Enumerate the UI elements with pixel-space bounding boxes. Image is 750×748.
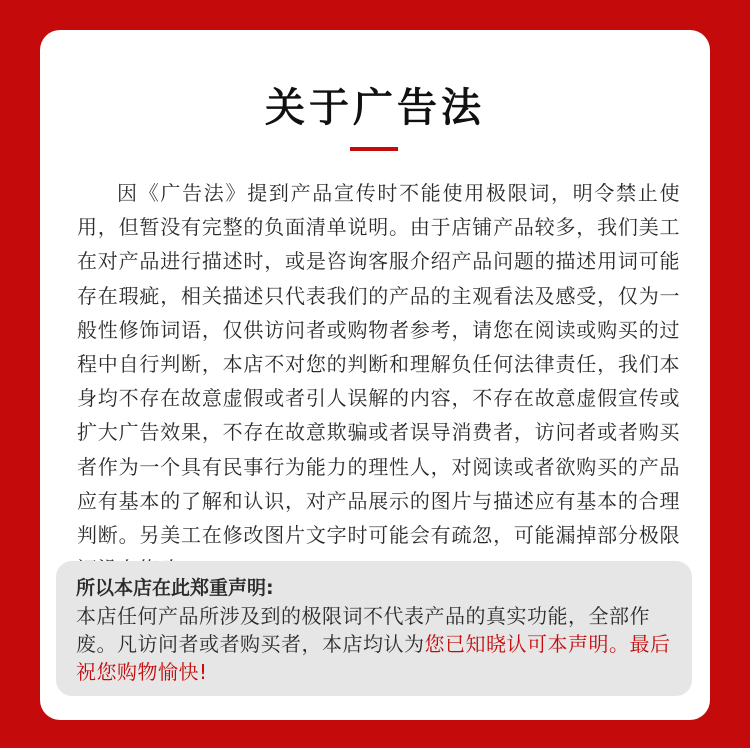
notice-card bbox=[40, 30, 710, 720]
declaration-box bbox=[56, 561, 692, 696]
title-underline bbox=[350, 147, 398, 151]
page-title: 关于广告法 bbox=[265, 85, 485, 131]
declaration-highlight: 您已知晓认可本声明。最后祝您购物愉快! bbox=[76, 632, 671, 684]
declaration-text bbox=[76, 602, 672, 686]
declaration-title: 所以本店在此郑重声明: bbox=[76, 577, 274, 599]
disclaimer-body: 因《广告法》提到产品宣传时不能使用极限词，明令禁止使用，但暂没有完整的负面清单说明。由于店铺产品较多，我们美工在对产品进行描述时，或是咨询客服介绍产品问题的描述用词可能存在瑕疵，相关描述只代表我们的产品的主观看法及感受，仅为一般性修饰词语，仅供访问者或购物者参考，请您在阅读或购买的过程中自行判断，本店不对您的判断和理解负任何法律责任，我们本身均不存在故意虚假或者引人误解的内容，不存在故意虚假宣传或扩大广告效果，不存在故意欺骗或者误导消费者，访问者或者购买者作为一个具有民事行为能力的理性人，对阅读或者欲购买的产品应有基本的了解和认识，对产品展示的图片与描述应有基本的合理判断。另美工在修改图片文字时可能会有疏忽，可能漏掉部分极限 bbox=[77, 181, 680, 548]
declaration-text-main: 本店任何产品所涉及到的极限词不代表产品的真实功能，全部作废。凡访问者或者购买者，本店均认为 bbox=[76, 604, 650, 656]
